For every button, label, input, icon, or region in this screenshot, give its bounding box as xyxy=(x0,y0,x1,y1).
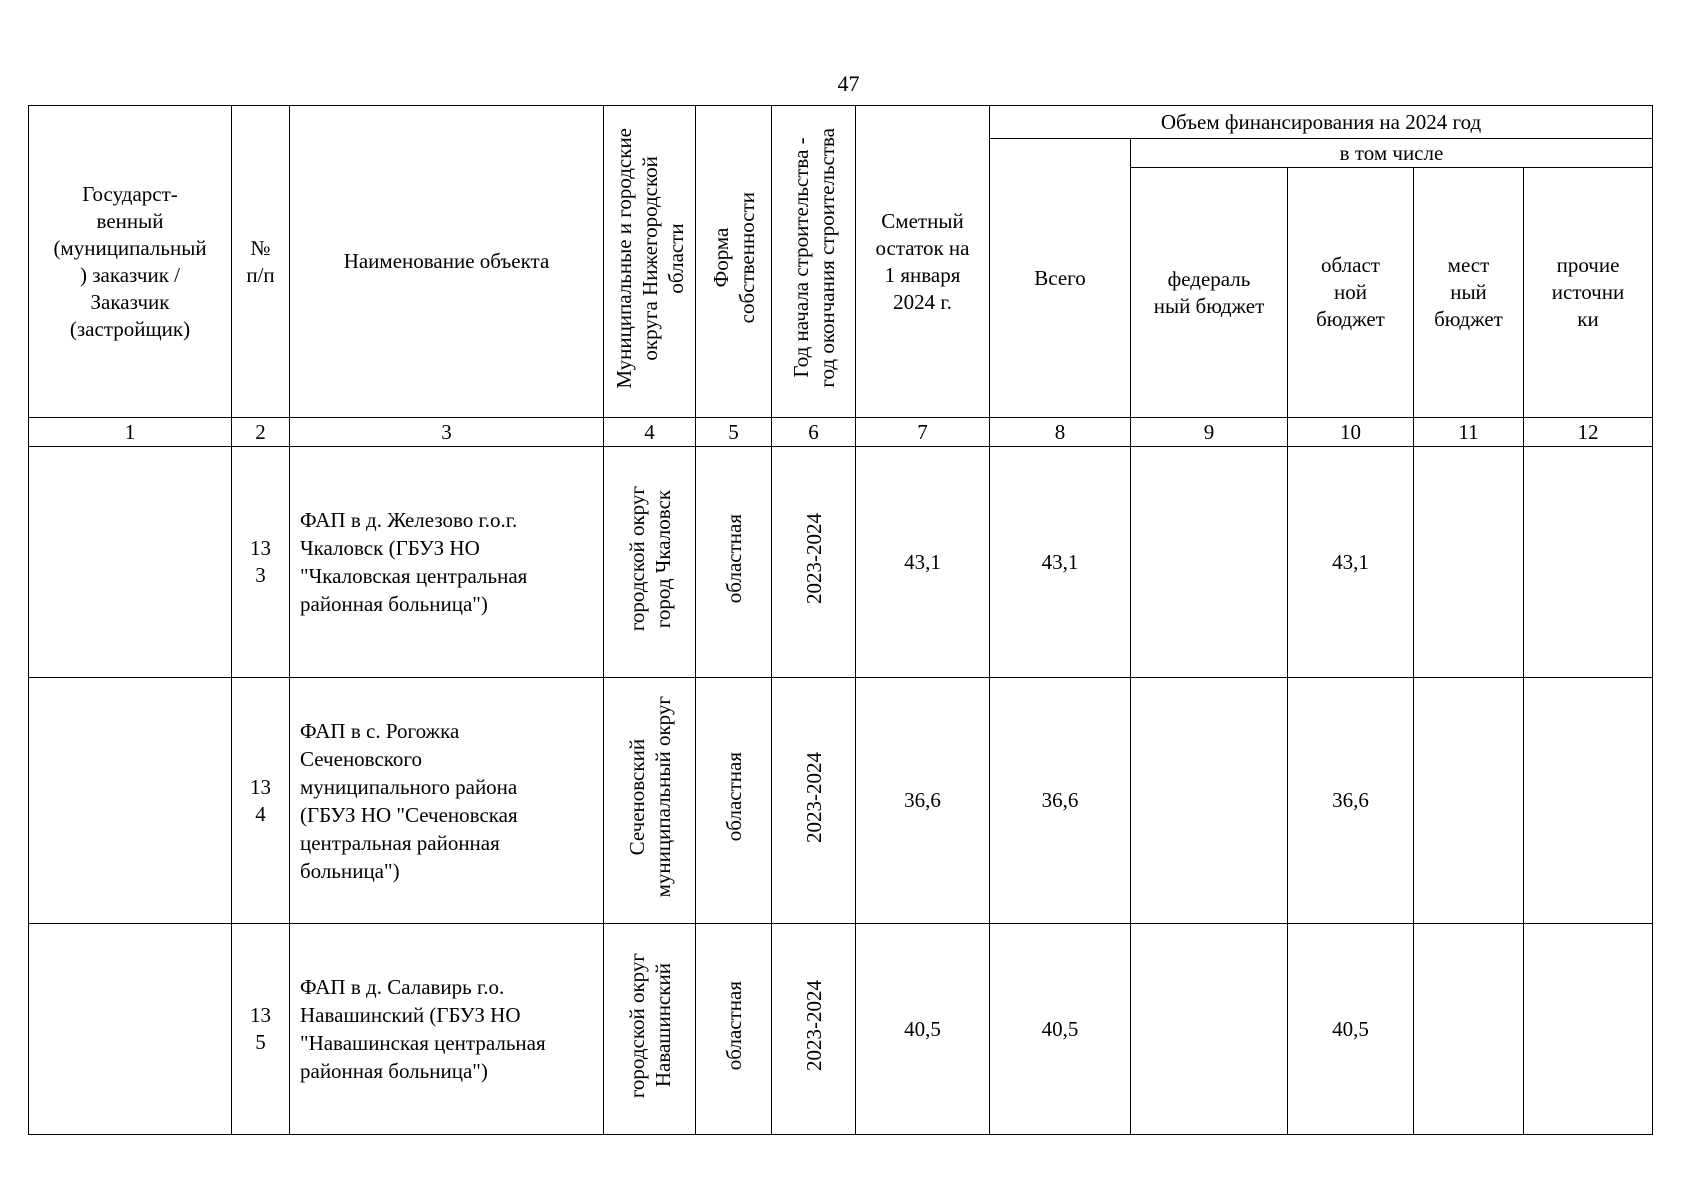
header-row-1 xyxy=(29,106,1653,139)
header-including: в том числе xyxy=(1131,139,1653,168)
column-number: 2 xyxy=(232,418,290,447)
column-number: 7 xyxy=(856,418,990,447)
cell-estimate: 43,1 xyxy=(856,447,990,678)
cell-regional: 43,1 xyxy=(1288,447,1414,678)
header-federal: федераль ный бюджет xyxy=(1131,168,1288,418)
cell-object-name: ФАП в с. Рогожка Сеченовского муниципального района (ГБУЗ НО "Сеченовская центральная районная больница") xyxy=(290,678,604,924)
cell-estimate: 36,6 xyxy=(856,678,990,924)
cell-total: 36,6 xyxy=(990,678,1131,924)
cell-ownership-text: областная xyxy=(721,980,746,1071)
column-number: 4 xyxy=(604,418,696,447)
cell-years xyxy=(772,924,856,1135)
header-total: Всего xyxy=(990,139,1131,418)
column-number: 9 xyxy=(1131,418,1288,447)
cell-ownership-text: областная xyxy=(721,752,746,842)
column-number: 10 xyxy=(1288,418,1414,447)
cell-district-text: Сеченовский муниципальный округ xyxy=(624,696,675,898)
cell-local xyxy=(1414,678,1524,924)
cell-total: 43,1 xyxy=(990,447,1131,678)
table-row xyxy=(29,924,1653,1135)
cell-district xyxy=(604,447,696,678)
cell-district xyxy=(604,678,696,924)
header-years-text: Год начала строительства - год окончания строительства xyxy=(788,128,839,388)
header-estimate: Сметный остаток на 1 января 2024 г. xyxy=(856,106,990,418)
cell-other xyxy=(1524,924,1653,1135)
header-other: прочие источни ки xyxy=(1524,168,1653,418)
cell-ownership xyxy=(696,447,772,678)
cell-federal xyxy=(1131,678,1288,924)
cell-district xyxy=(604,924,696,1135)
column-number-row xyxy=(29,418,1653,447)
cell-ownership-text: областная xyxy=(721,513,746,604)
table-row xyxy=(29,447,1653,678)
column-number: 1 xyxy=(29,418,232,447)
cell-district-text: городской округ Навашинский xyxy=(624,952,675,1099)
cell-ownership xyxy=(696,924,772,1135)
table-row xyxy=(29,678,1653,924)
cell-federal xyxy=(1131,447,1288,678)
column-number: 3 xyxy=(290,418,604,447)
cell-customer xyxy=(29,678,232,924)
header-object-name: Наименование объекта xyxy=(290,106,604,418)
cell-other xyxy=(1524,447,1653,678)
page-number: 47 xyxy=(837,71,860,96)
header-districts-text: Муниципальные и городские округа Нижегородской области xyxy=(611,127,688,389)
header-num: № п/п xyxy=(232,106,290,418)
cell-years-text: 2023-2024 xyxy=(801,513,826,604)
cell-years xyxy=(772,447,856,678)
column-number: 11 xyxy=(1414,418,1524,447)
cell-regional: 40,5 xyxy=(1288,924,1414,1135)
cell-district-text: городской округ город Чкаловск xyxy=(624,485,675,632)
cell-object-name: ФАП в д. Салавирь г.о. Навашинский (ГБУЗ НО "Навашинская центральная районная больница") xyxy=(290,924,604,1135)
cell-local xyxy=(1414,447,1524,678)
cell-years-text: 2023-2024 xyxy=(801,751,826,843)
header-years xyxy=(772,106,856,418)
cell-total: 40,5 xyxy=(990,924,1131,1135)
financing-table xyxy=(28,105,1653,1135)
column-number: 6 xyxy=(772,418,856,447)
header-financing: Объем финансирования на 2024 год xyxy=(990,106,1653,139)
header-ownership xyxy=(696,106,772,418)
column-number: 5 xyxy=(696,418,772,447)
cell-customer xyxy=(29,924,232,1135)
cell-estimate: 40,5 xyxy=(856,924,990,1135)
cell-num: 13 4 xyxy=(232,678,290,924)
column-number: 12 xyxy=(1524,418,1653,447)
header-ownership-text: Форма собственности xyxy=(708,192,759,324)
cell-local xyxy=(1414,924,1524,1135)
cell-years-text: 2023-2024 xyxy=(801,980,826,1071)
header-local: мест ный бюджет xyxy=(1414,168,1524,418)
cell-other xyxy=(1524,678,1653,924)
header-customer: Государст- венный (муниципальный ) заказчик / Заказчик (застройщик) xyxy=(29,106,232,418)
cell-years xyxy=(772,678,856,924)
cell-num: 13 3 xyxy=(232,447,290,678)
cell-object-name: ФАП в д. Железово г.о.г. Чкаловск (ГБУЗ НО "Чкаловская центральная районная больница") xyxy=(290,447,604,678)
cell-federal xyxy=(1131,924,1288,1135)
cell-ownership xyxy=(696,678,772,924)
header-districts xyxy=(604,106,696,418)
header-regional: област ной бюджет xyxy=(1288,168,1414,418)
cell-regional: 36,6 xyxy=(1288,678,1414,924)
column-number: 8 xyxy=(990,418,1131,447)
cell-customer xyxy=(29,447,232,678)
cell-num: 13 5 xyxy=(232,924,290,1135)
